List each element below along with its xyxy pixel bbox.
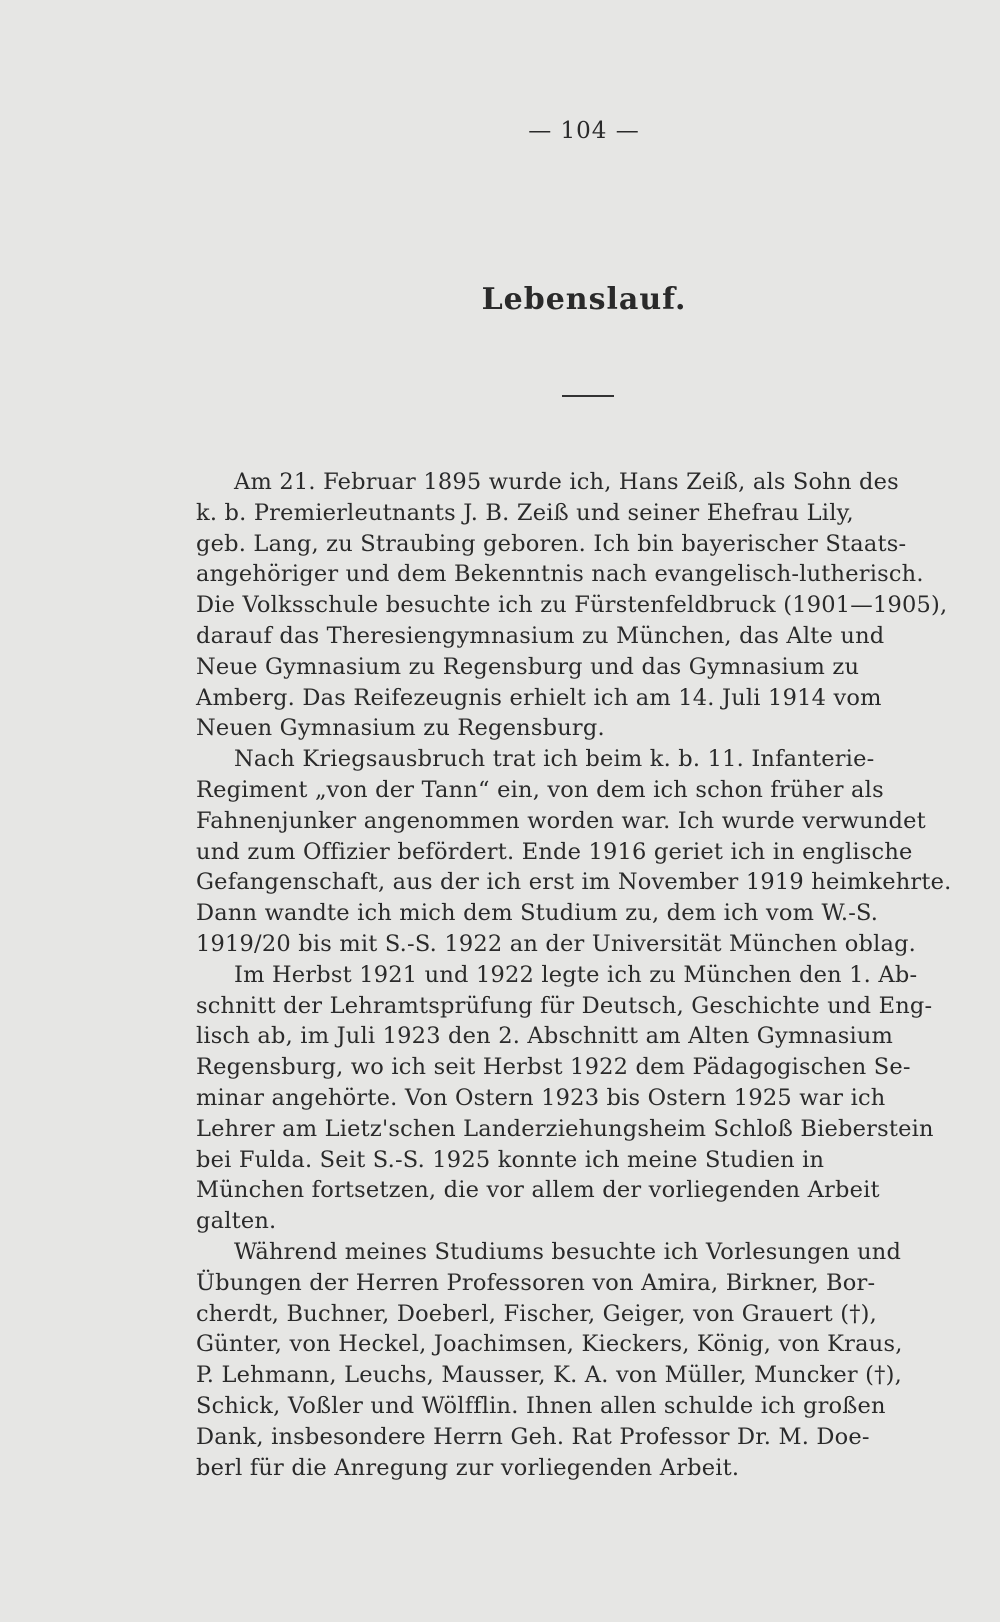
page-title: Lebenslauf.	[481, 282, 687, 317]
paragraph-biography: Am 21. Februar 1895 wurde ich, Hans Zeiß, als Sohn des k. b. Premierleutnants J. B. Zeiß und seiner Ehefrau Lily, geb. Lang, zu Straubing geboren. Ich bin bayerischer Staats- angehöriger und dem Bekenntnis nach evangelisch-lutherisch. Die Volksschule besuchte ich zu Fürstenfeldbruck (1901—1905), darauf das Theresiengymnasium zu München, das Alte und Neue Gymnasium zu Regensburg und das Gymnasium zu Amberg. Das Reifezeugnis erhielt ich am 14. Juli 1914 vom Neuen Gymnasium zu Regensburg.	[196, 469, 948, 742]
body-text	[196, 467, 958, 1483]
paragraph-military: Nach Kriegsausbruch trat ich beim k. b. 11. Infanterie- Regiment „von der Tann“ ein, von dem ich schon früher als Fahnenjunker angenommen worden war. Ich wurde verwundet und zum Offizier befördert. Ende 1916 geriet ich in englische Gefangenschaft, aus der ich erst im November 1919 heimkehrte. Dann wandte ich mich dem Studium zu, dem ich vom W.-S. 1919/20 bis mit S.-S. 1922 an der Universität München oblag.	[196, 746, 952, 957]
paragraph-acknowledgements: Während meines Studiums besuchte ich Vorlesungen und Übungen der Herren Professoren von Amira, Birkner, Bor- cherdt, Buchner, Doeberl, Fischer, Geiger, von Grauert (†), Günter, von Heckel, Joachimsen, Kieckers, König, von Kraus, P. Lehmann, Leuchs, Mausser, K. A. von Müller, Muncker (†), Schick, Voßler und Wölfflin. Ihnen allen schulde ich großen Dank, insbesondere Herrn Geh. Rat Professor Dr. M. Doe- berl für die Anregung zur vorliegenden Arbeit.	[196, 1238, 903, 1481]
title-divider	[562, 395, 614, 397]
paragraph-exams: Im Herbst 1921 und 1922 legte ich zu München den 1. Ab- schnitt der Lehramtsprüfung für Deutsch, Geschichte und Eng- lisch ab, im Juli 1923 den 2. Abschnitt am Alten Gymnasium Regensburg, wo ich seit Herbst 1922 dem Pädagogischen Se- minar angehörte. Von Ostern 1923 bis Ostern 1925 war ich Lehrer am Lietz'schen Landerziehungsheim Schloß Bieberstein bei Fulda. Seit S.-S. 1925 konnte ich meine Studien in München fortsetzen, die vor allem der vorliegenden Arbeit galten.	[196, 961, 934, 1235]
page-number: — 104 —	[528, 118, 640, 144]
